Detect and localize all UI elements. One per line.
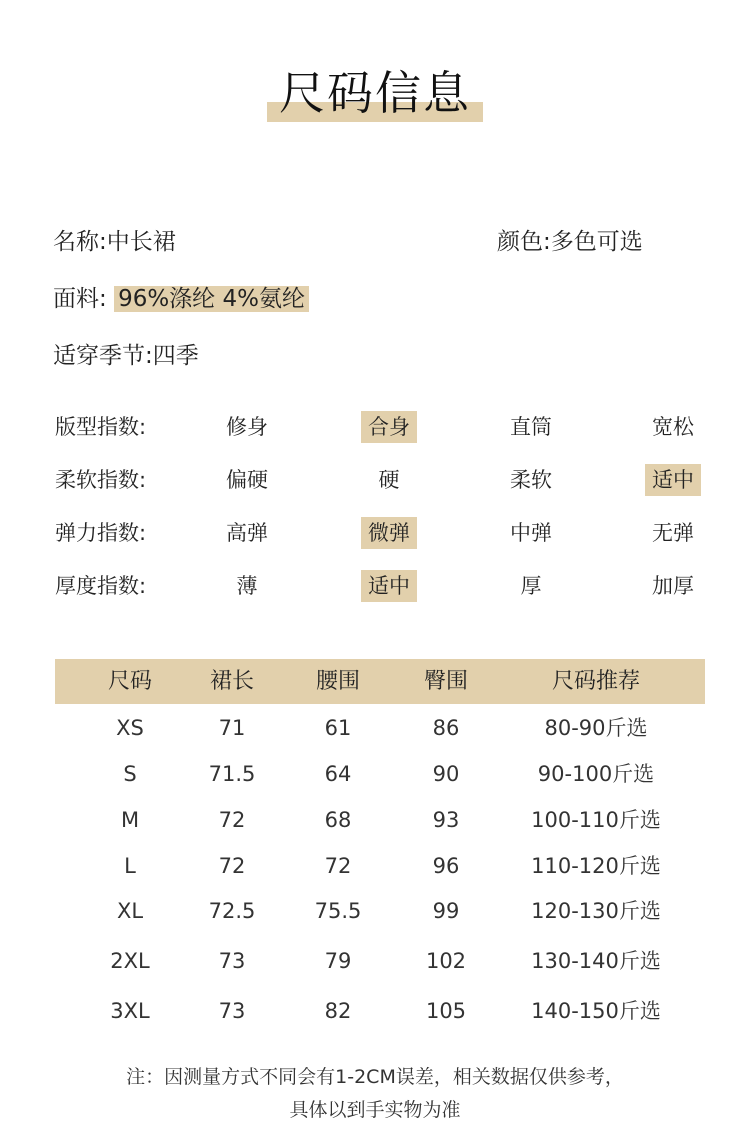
page-title: 尺码信息 — [273, 60, 477, 126]
index-option: 中弹 — [510, 521, 552, 545]
index-option: 适中 — [613, 462, 733, 498]
table-cell: 100-110斤选 — [531, 808, 661, 832]
fabric-value: 96%涤纶 4%氨纶 — [114, 286, 309, 312]
index-option: 直筒 — [510, 415, 552, 439]
table-cell: 73 — [218, 999, 246, 1023]
table-cell: 72.5 — [208, 899, 256, 923]
index-option: 高弹 — [226, 521, 268, 545]
title-area — [0, 60, 750, 126]
index-option: 加厚 — [652, 574, 694, 598]
table-row — [0, 708, 750, 748]
table-cell: 68 — [324, 808, 352, 832]
table-cell: 72 — [218, 808, 246, 832]
table-cell: L — [124, 854, 136, 878]
table-cell: 105 — [425, 999, 467, 1023]
table-cell: 102 — [425, 949, 467, 973]
table-cell: 80-90斤选 — [544, 716, 648, 740]
table-cell: 73 — [218, 949, 246, 973]
column-header: 裙长 — [209, 669, 254, 694]
table-row — [0, 891, 750, 931]
column-header: 臀围 — [423, 669, 468, 694]
index-option: 薄 — [236, 574, 258, 598]
index-option: 无弹 — [652, 521, 694, 545]
table-cell: 90 — [432, 762, 460, 786]
index-option: 硬 — [378, 468, 400, 492]
index-option: 微弹 — [329, 515, 449, 551]
table-cell: 93 — [432, 808, 460, 832]
table-header-row — [0, 659, 750, 704]
table-cell: 72 — [324, 854, 352, 878]
table-row — [0, 800, 750, 840]
table-cell: XL — [116, 899, 144, 923]
season-line: 适穿季节:四季 — [53, 343, 199, 369]
index-option: 厚 — [520, 574, 542, 598]
table-cell: 75.5 — [314, 899, 362, 923]
table-cell: 82 — [324, 999, 352, 1023]
table-cell: M — [120, 808, 140, 832]
table-cell: 3XL — [110, 999, 150, 1023]
table-row — [0, 991, 750, 1031]
table-cell: 61 — [324, 716, 352, 740]
product-color: 颜色:多色可选 — [497, 229, 643, 255]
index-row-softness — [0, 462, 750, 498]
table-cell: 2XL — [110, 949, 150, 973]
table-cell: 120-130斤选 — [531, 899, 661, 923]
table-cell: 79 — [324, 949, 352, 973]
index-option: 宽松 — [652, 415, 694, 439]
table-cell: 130-140斤选 — [531, 949, 661, 973]
index-option: 适中 — [329, 568, 449, 604]
fabric-line — [53, 283, 309, 315]
fabric-label: 面料: — [53, 286, 107, 312]
table-cell: 71.5 — [208, 762, 256, 786]
product-name: 名称:中长裙 — [53, 229, 176, 255]
note-line-2: 具体以到手实物为准 — [289, 1099, 461, 1121]
index-option: 偏硬 — [226, 468, 268, 492]
table-cell: 71 — [218, 716, 246, 740]
index-label: 版型指数: — [55, 415, 147, 439]
index-label: 厚度指数: — [55, 574, 147, 598]
index-label: 弹力指数: — [55, 521, 147, 545]
index-row-thickness — [0, 568, 750, 604]
table-cell: S — [123, 762, 137, 786]
table-cell: 90-100斤选 — [537, 762, 655, 786]
index-option: 修身 — [226, 415, 268, 439]
index-option: 柔软 — [510, 468, 552, 492]
table-row — [0, 941, 750, 981]
table-cell: 86 — [432, 716, 460, 740]
column-header: 腰围 — [315, 669, 360, 694]
table-row — [0, 754, 750, 794]
table-cell: 72 — [218, 854, 246, 878]
table-cell: XS — [116, 716, 144, 740]
table-cell: 99 — [432, 899, 460, 923]
index-option: 合身 — [329, 409, 449, 445]
index-row-elasticity — [0, 515, 750, 551]
table-cell: 140-150斤选 — [531, 999, 661, 1023]
column-header: 尺码推荐 — [551, 669, 640, 694]
note-line-1: 注：因测量方式不同会有1-2CM误差，相关数据仅供参考， — [126, 1066, 624, 1088]
index-label: 柔软指数: — [55, 468, 147, 492]
table-row — [0, 846, 750, 886]
table-cell: 110-120斤选 — [531, 854, 661, 878]
column-header: 尺码 — [107, 669, 152, 694]
table-cell: 64 — [324, 762, 352, 786]
table-cell: 96 — [432, 854, 460, 878]
index-row-fit — [0, 409, 750, 445]
